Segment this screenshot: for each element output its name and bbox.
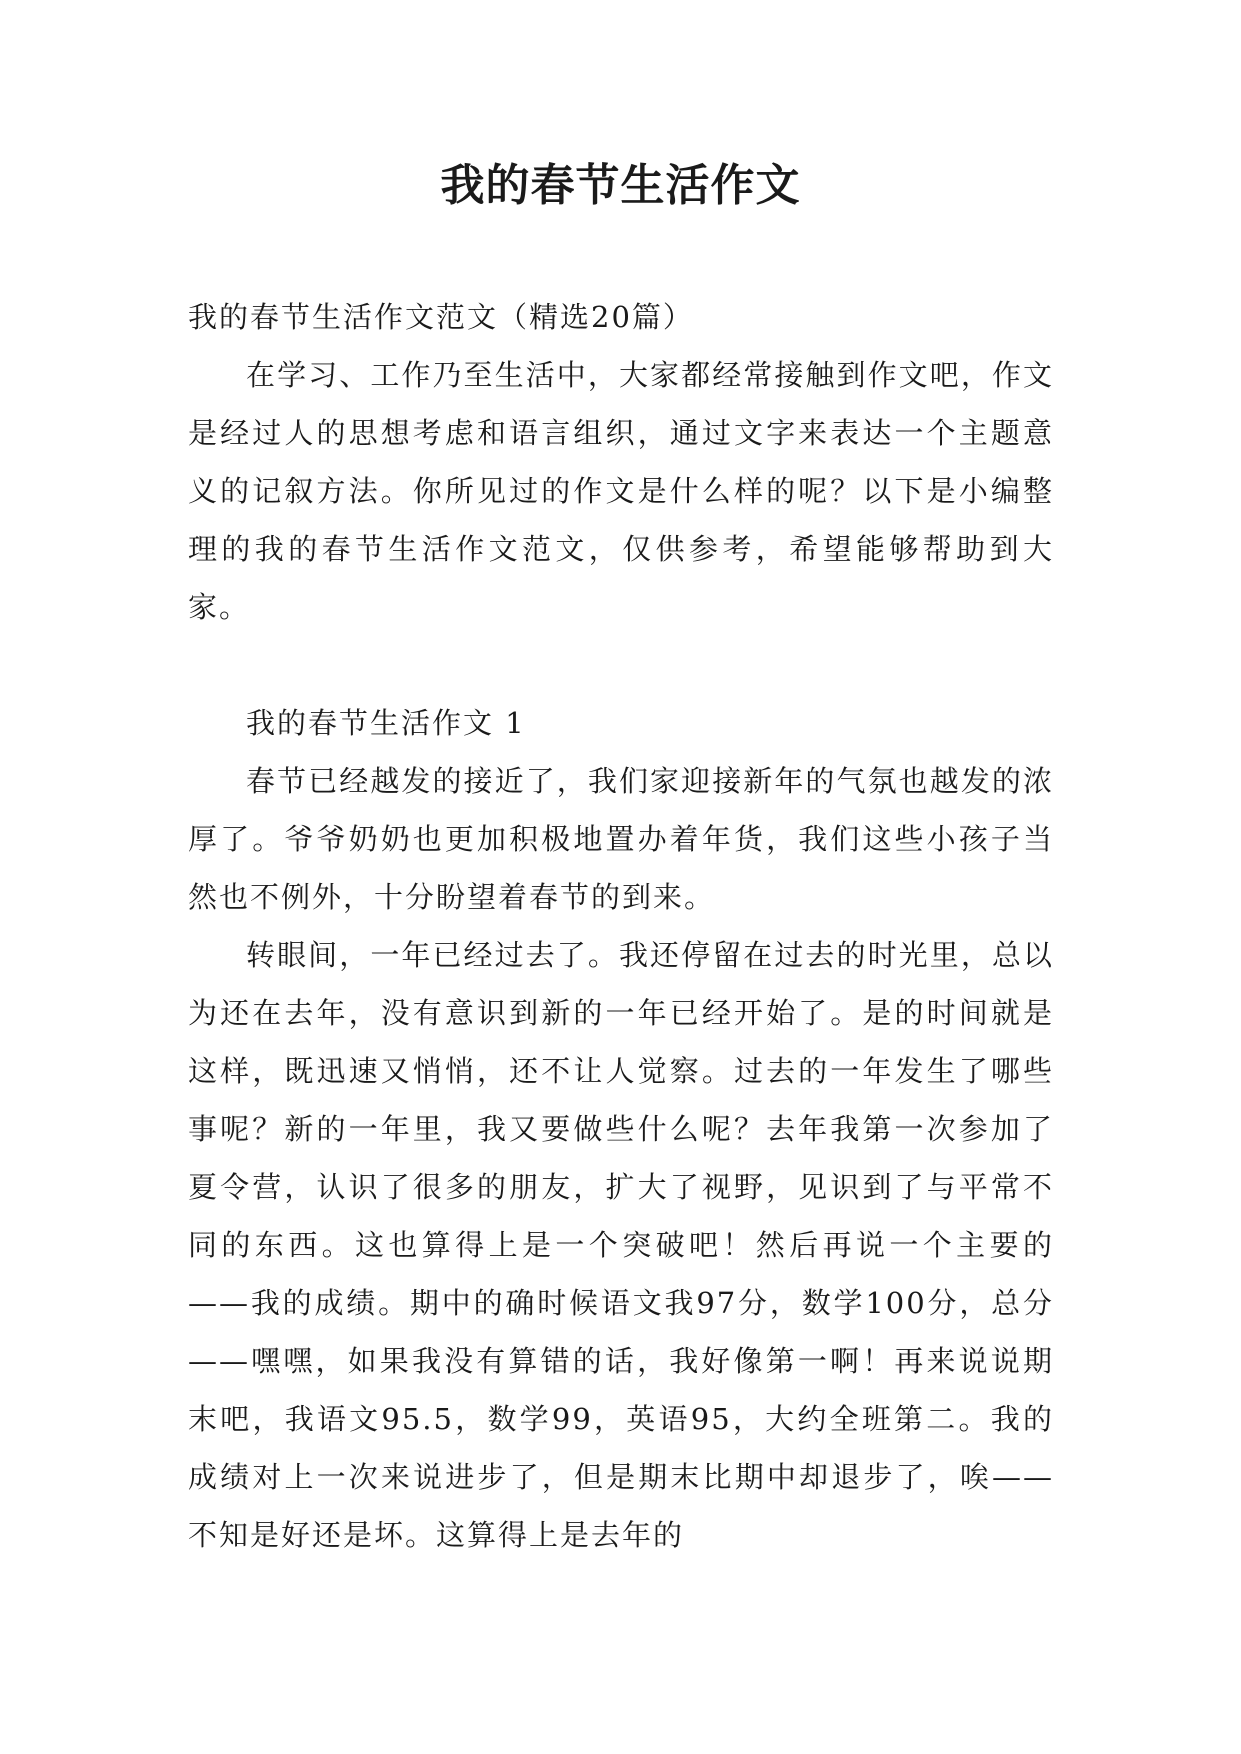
body-paragraph: 春节已经越发的接近了，我们家迎接新年的气氛也越发的浓厚了。爷爷奶奶也更加积极地置办着年货，我们这些小孩子当然也不例外，十分盼望着春节的到来。 (188, 764, 1054, 914)
paragraph-spacer (188, 636, 1054, 694)
document-body (188, 288, 1054, 1564)
body-paragraph: 转眼间，一年已经过去了。我还停留在过去的时光里，总以为还在去年，没有意识到新的一年已经开始了。是的时间就是这样，既迅速又悄悄，还不让人觉察。过去的一年发生了哪些事呢？新的一年里，我又要做些什么呢？去年我第一次参加了夏令营，认识了很多的朋友，扩大了视野，见识到了与平常不同的东西。这也算得上是一个突破吧！然后再说一个主要的——我的成绩。期中的确时候语文我97分，数学100分，总分——嘿嘿，如果我没有算错的话，我好像第一啊！再来说说期末吧，我语文95.5，数学99，英语95，大约全班第二。我的成绩对上一次来说进步了，但是期末比期中却退步了，唉——不知是好还是坏。这算得上是去年的 (188, 938, 1054, 1552)
document-title: 我的春节生活作文 (440, 160, 801, 211)
section-heading: 我的春节生活作文 1 (246, 706, 526, 740)
intro-paragraph: 在学习、工作乃至生活中，大家都经常接触到作文吧，作文是经过人的思想考虑和语言组织，通过文字来表达一个主题意义的记叙方法。你所见过的作文是什么样的呢？以下是小编整理的我的春节生活作文范文，仅供参考，希望能够帮助到大家。 (188, 358, 1054, 624)
subtitle: 我的春节生活作文范文（精选20篇） (188, 300, 694, 334)
